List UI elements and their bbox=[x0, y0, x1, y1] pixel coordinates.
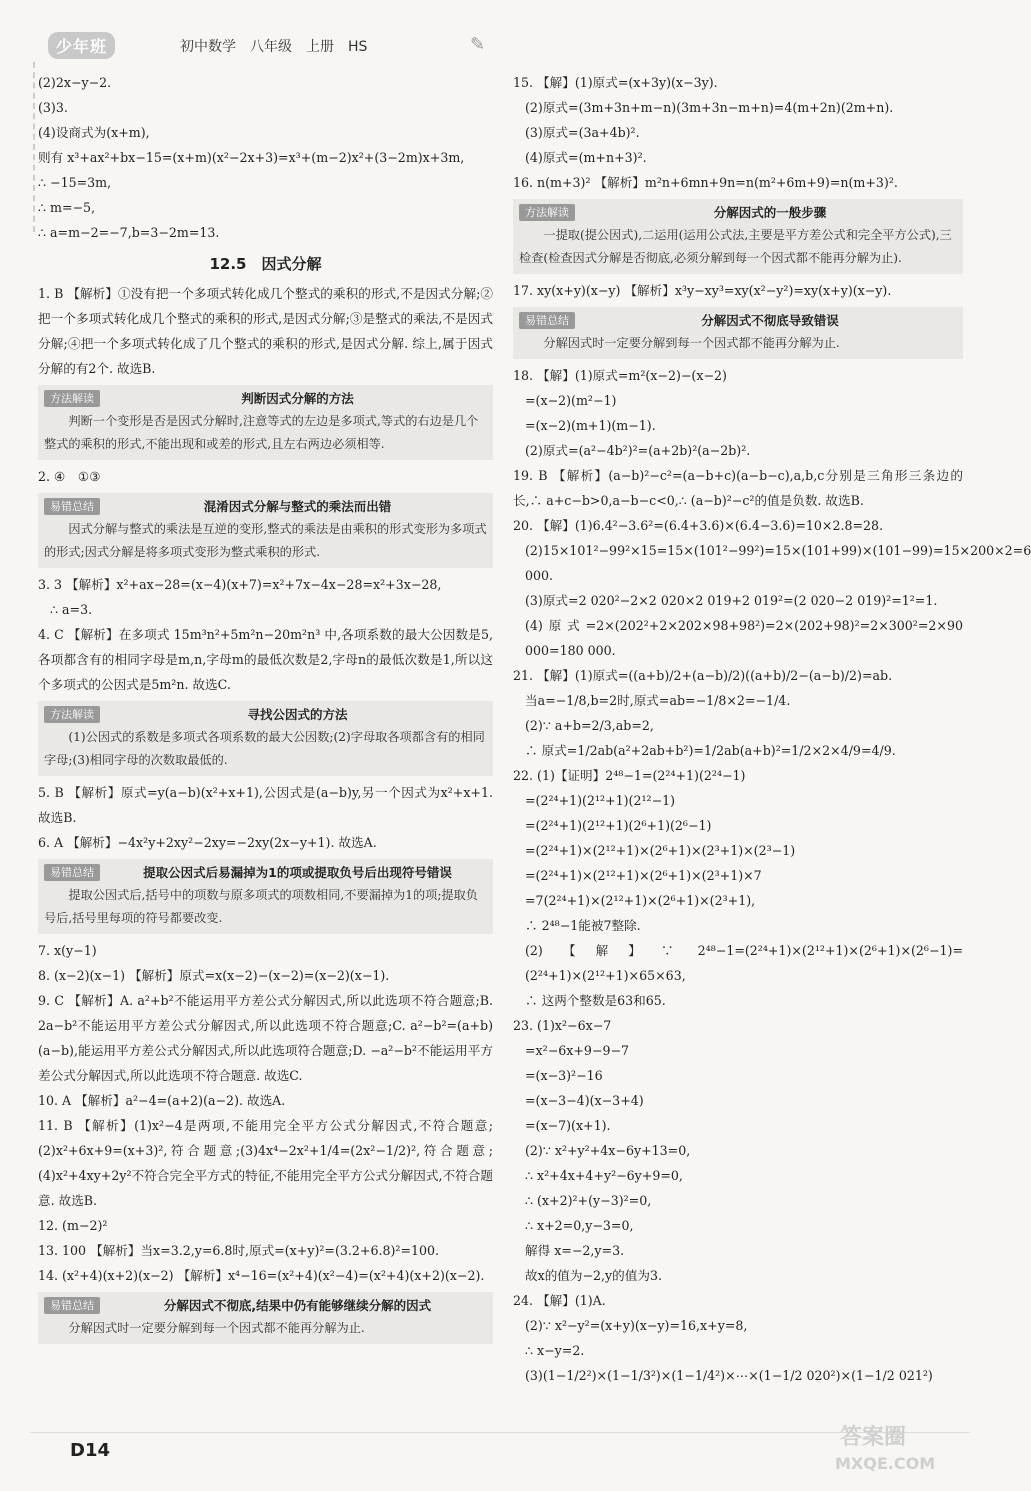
brand-logo: 少年班 bbox=[48, 32, 115, 59]
answer-line: ∴ m=−5, bbox=[38, 200, 96, 215]
tip-label: 易错总结 bbox=[44, 1297, 100, 1314]
tip-body: (1)公因式的系数是多项式各项系数的最大公因数;(2)字母取各项都含有的相同字母;(3)相同字母的次数取最低的. bbox=[44, 730, 485, 767]
answer-line: (2)15×101²−99²×15=15×(101²−99²)=15×(101+99)×(101−99)=15×200×2=6 000. bbox=[525, 543, 1031, 583]
tip-body: 提取公因式后,括号中的项数与原多项式的项数相同,不要漏掉为1的项;提取负号后,括号里每项的符号都要改变. bbox=[44, 888, 478, 925]
right-answers bbox=[513, 70, 1031, 1388]
decoration-icon: ✎ bbox=[470, 34, 486, 55]
answer-line: 19. B 【解析】(a−b)²−c²=(a−b+c)(a−b−c),a,b,c分别是三角形三条边的长,∴ a+c−b>0,a−b−c<0,∴ (a−b)²−c²的值是负数. 故选B. bbox=[513, 468, 963, 508]
watermark: 答案圈 bbox=[840, 1425, 907, 1450]
answer-line: (3)(1−1/2²)×(1−1/3²)×(1−1/4²)×⋯×(1−1/2 020²)×(1−1/2 021²) bbox=[525, 1368, 933, 1383]
answer-line: 24. 【解】(1)A. bbox=[513, 1293, 606, 1308]
tip-title: 提取公因式后易漏掉为1的项或提取负号后出现符号错误 bbox=[143, 865, 452, 880]
tip-box bbox=[38, 385, 493, 460]
answer-line: 4. C 【解析】在多项式 15m³n²+5m²n−20m²n³ 中,各项系数的最大公因数是5,各项都含有的相同字母是m,n,字母m的最低次数是2,字母n的最低次数是1,所以这个多项式的公因式是5m²n. 故选C. bbox=[38, 627, 493, 692]
tip-title: 分解因式的一般步骤 bbox=[713, 205, 827, 220]
answer-line: =(x−3−4)(x−3+4) bbox=[525, 1093, 644, 1108]
answer-line: =(x−2)(m²−1) bbox=[525, 393, 617, 408]
answer-line: (2)【解】∵ 2⁴⁸−1=(2²⁴+1)×(2¹²+1)×(2⁶+1)×(2⁶−1)=(2²⁴+1)×(2¹²+1)×65×63, bbox=[525, 943, 963, 983]
answer-line: 故x的值为−2,y的值为3. bbox=[525, 1268, 662, 1283]
answer-line: 7. x(y−1) bbox=[38, 943, 97, 958]
answer-line: ∴ a=3. bbox=[50, 602, 93, 617]
answer-line: ∴ a=m−2=−7,b=3−2m=13. bbox=[38, 225, 220, 240]
answer-line: ∴ 这两个整数是63和65. bbox=[525, 993, 666, 1008]
answer-line: =(2²⁴+1)(2¹²+1)(2⁶+1)(2⁶−1) bbox=[525, 818, 712, 833]
tip-box-header bbox=[44, 861, 487, 884]
answer-line: (2)原式=(3m+3n+m−n)(3m+3n−m+n)=4(m+2n)(2m+n). bbox=[525, 100, 894, 115]
answer-line: (3)原式=(3a+4b)². bbox=[525, 125, 640, 140]
answer-line: =(2²⁴+1)×(2¹²+1)×(2⁶+1)×(2³+1)×7 bbox=[525, 868, 762, 883]
answer-line: 5. B 【解析】原式=y(a−b)(x²+x+1),公因式是(a−b)y,另一个因式为x²+x+1. 故选B. bbox=[38, 785, 493, 825]
tip-label: 方法解读 bbox=[519, 204, 575, 221]
tip-label: 方法解读 bbox=[44, 390, 100, 407]
answer-line: 2. ④ ①③ bbox=[38, 469, 101, 484]
tip-box-header bbox=[44, 387, 487, 410]
page-header bbox=[30, 28, 490, 62]
tip-title: 分解因式不彻底导致错误 bbox=[701, 313, 839, 328]
answer-line: 13. 100 【解析】当x=3.2,y=6.8时,原式=(x+y)²=(3.2+6.8)²=100. bbox=[38, 1243, 440, 1258]
answer-line: (4)原式=(m+n+3)². bbox=[525, 150, 647, 165]
answer-line: 18. 【解】(1)原式=m²(x−2)−(x−2) bbox=[513, 368, 727, 383]
answer-line: (2)原式=(a²−4b²)²=(a+2b)²(a−2b)². bbox=[525, 443, 751, 458]
left-answers bbox=[38, 281, 493, 1344]
answer-line: 解得 x=−2,y=3. bbox=[525, 1243, 625, 1258]
answer-line: 20. 【解】(1)6.4²−3.6²=(6.4+3.6)×(6.4−3.6)=10×2.8=28. bbox=[513, 518, 884, 533]
answer-line: =(2²⁴+1)(2¹²+1)(2¹²−1) bbox=[525, 793, 676, 808]
tip-body: 判断一个变形是否是因式分解时,注意等式的左边是多项式,等式的右边是几个整式的乘积的形式,不能出现和或差的形式,且左右两边必须相等. bbox=[44, 414, 479, 451]
answer-line: (2)2x−y−2. bbox=[38, 75, 112, 90]
tip-label: 易错总结 bbox=[44, 864, 100, 881]
tip-box-header bbox=[519, 309, 957, 332]
continued-solution bbox=[38, 70, 493, 245]
answer-line: 则有 x³+ax²+bx−15=(x+m)(x²−2x+3)=x³+(m−2)x²+(3−2m)x+3m, bbox=[38, 150, 465, 165]
tip-body: 分解因式时一定要分解到每一个因式都不能再分解为止. bbox=[68, 1321, 365, 1335]
tip-box bbox=[513, 199, 963, 274]
answer-line: 21. 【解】(1)原式=((a+b)/2+(a−b)/2)((a+b)/2−(a−b)/2)=ab. bbox=[513, 668, 893, 683]
answer-line: ∴ 原式=1/2ab(a²+2ab+b²)=1/2ab(a+b)²=1/2×2×4/9=4/9. bbox=[525, 743, 896, 758]
answer-line: (2)∵ x²+y²+4x−6y+13=0, bbox=[525, 1143, 691, 1158]
answer-line: 6. A 【解析】−4x²y+2xy²−2xy=−2xy(2x−y+1). 故选A. bbox=[38, 835, 377, 850]
tip-box-header bbox=[44, 703, 487, 726]
answer-line: =(2²⁴+1)×(2¹²+1)×(2⁶+1)×(2³+1)×(2³−1) bbox=[525, 843, 796, 858]
answer-line: (2)∵ x²−y²=(x+y)(x−y)=16,x+y=8, bbox=[525, 1318, 748, 1333]
right-column bbox=[513, 70, 1031, 1388]
tip-label: 易错总结 bbox=[519, 312, 575, 329]
book-title: 初中数学 八年级 上册 HS bbox=[180, 39, 368, 55]
page-number: D14 bbox=[70, 1440, 110, 1461]
answer-line: =(x−7)(x+1). bbox=[525, 1118, 611, 1133]
watermark-url: MXQE.COM bbox=[835, 1454, 936, 1473]
answer-line: ∴ 2⁴⁸−1能被7整除. bbox=[525, 918, 641, 933]
answer-line: 17. xy(x+y)(x−y) 【解析】x³y−xy³=xy(x²−y²)=xy(x+y)(x−y). bbox=[513, 283, 892, 298]
left-column bbox=[38, 70, 493, 1348]
answer-line: 16. n(m+3)² 【解析】m²n+6mn+9n=n(m²+6m+9)=n(m+3)². bbox=[513, 175, 898, 190]
tip-label: 易错总结 bbox=[44, 498, 100, 515]
answer-line: 23. (1)x²−6x−7 bbox=[513, 1018, 612, 1033]
footer-divider bbox=[30, 1432, 970, 1433]
answer-line: =7(2²⁴+1)×(2¹²+1)×(2⁶+1)×(2³+1), bbox=[525, 893, 756, 908]
answer-line: =x²−6x+9−9−7 bbox=[525, 1043, 630, 1058]
answer-line: 22. (1)【证明】2⁴⁸−1=(2²⁴+1)(2²⁴−1) bbox=[513, 768, 746, 783]
tip-box bbox=[38, 493, 493, 568]
tip-box bbox=[38, 859, 493, 934]
tip-box-header bbox=[44, 1294, 487, 1317]
tip-box bbox=[513, 307, 963, 359]
answer-line: 1. B 【解析】①没有把一个多项式转化成几个整式的乘积的形式,不是因式分解;②把一个多项式转化成几个整式的乘积的形式,是因式分解;③是整式的乘法,不是因式分解;④把一个多项式转化成了几个整式的乘积的形式,是因式分解. 综上,属于因式分解的有2个. 故选B. bbox=[38, 286, 493, 376]
answer-line: =(x−3)²−16 bbox=[525, 1068, 603, 1083]
answer-line: 9. C 【解析】A. a²+b²不能运用平方差公式分解因式,所以此选项不符合题意;B. 2a−b²不能运用平方差公式分解因式,所以此选项不符合题意;C. a²−b²=(a+b)(a−b),能运用平方差公式分解因式,所以此选项符合题意;D. −a²−b²不能运用平方差公式分解因式,所以此选项不符合题意. 故选C. bbox=[38, 993, 493, 1083]
tip-title: 分解因式不彻底,结果中仍有能够继续分解的因式 bbox=[163, 1298, 432, 1313]
tip-body: 分解因式时一定要分解到每一个因式都不能再分解为止. bbox=[543, 336, 840, 350]
answer-line: 12. (m−2)² bbox=[38, 1218, 108, 1233]
answer-line: ∴ x+2=0,y−3=0, bbox=[525, 1218, 634, 1233]
answer-line: 8. (x−2)(x−1) 【解析】原式=x(x−2)−(x−2)=(x−2)(x−1). bbox=[38, 968, 390, 983]
answer-line: ∴ (x+2)²+(y−3)²=0, bbox=[525, 1193, 652, 1208]
answer-line: 15. 【解】(1)原式=(x+3y)(x−3y). bbox=[513, 75, 718, 90]
answer-line: 10. A 【解析】a²−4=(a+2)(a−2). 故选A. bbox=[38, 1093, 286, 1108]
answer-line: (3)原式=2 020²−2×2 020×2 019+2 019²=(2 020−2 019)²=1²=1. bbox=[525, 593, 938, 608]
answer-line: (4)原式=2×(202²+2×202×98+98²)=2×(202+98)²=2×300²=2×90 000=180 000. bbox=[525, 618, 963, 658]
answer-line: ∴ x−y=2. bbox=[525, 1343, 585, 1358]
section-title: 12.5 因式分解 bbox=[209, 255, 322, 273]
answer-line: (4)设商式为(x+m), bbox=[38, 125, 150, 140]
answer-line: ∴ −15=3m, bbox=[38, 175, 112, 190]
tip-box bbox=[38, 1292, 493, 1344]
tip-title: 寻找公因式的方法 bbox=[247, 707, 348, 722]
tip-box-header bbox=[44, 495, 487, 518]
tip-body: 因式分解与整式的乘法是互逆的变形,整式的乘法是由乘积的形式变形为多项式的形式;因式分解是将多项式变形为整式乘积的形式. bbox=[44, 522, 487, 559]
tip-title: 判断因式分解的方法 bbox=[241, 391, 354, 406]
answer-line: 14. (x²+4)(x+2)(x−2) 【解析】x⁴−16=(x²+4)(x²−4)=(x²+4)(x+2)(x−2). bbox=[38, 1268, 485, 1283]
tip-title: 混淆因式分解与整式的乘法而出错 bbox=[203, 499, 392, 514]
answer-line: =(x−2)(m+1)(m−1). bbox=[525, 418, 656, 433]
tip-body: 一提取(提公因式),二运用(运用公式法,主要是平方差公式和完全平方公式),三检查(检查因式分解是否彻底,必须分解到每一个因式都不能再分解为止). bbox=[519, 228, 952, 265]
answer-line: (2)∵ a+b=2/3,ab=2, bbox=[525, 718, 654, 733]
answer-line: (3)3. bbox=[38, 100, 68, 115]
tip-label: 方法解读 bbox=[44, 706, 100, 723]
tip-box-header bbox=[519, 201, 957, 224]
answer-line: 当a=−1/8,b=2时,原式=ab=−1/8×2=−1/4. bbox=[525, 693, 791, 708]
tip-box bbox=[38, 701, 493, 776]
answer-line: 11. B 【解析】(1)x²−4是两项,不能用完全平方公式分解因式,不符合题意;(2)x²+6x+9=(x+3)²,符合题意;(3)4x⁴−2x²+1/4=(2x²−1/2)²,符合题意;(4)x²+4xy+2y²不符合完全平方式的特征,不能用完全平方公式分解因式,不符合题意. 故选B. bbox=[38, 1118, 493, 1208]
answer-line: 3. 3 【解析】x²+ax−28=(x−4)(x+7)=x²+7x−4x−28=x²+3x−28, bbox=[38, 577, 442, 592]
answer-line: ∴ x²+4x+4+y²−6y+9=0, bbox=[525, 1168, 683, 1183]
